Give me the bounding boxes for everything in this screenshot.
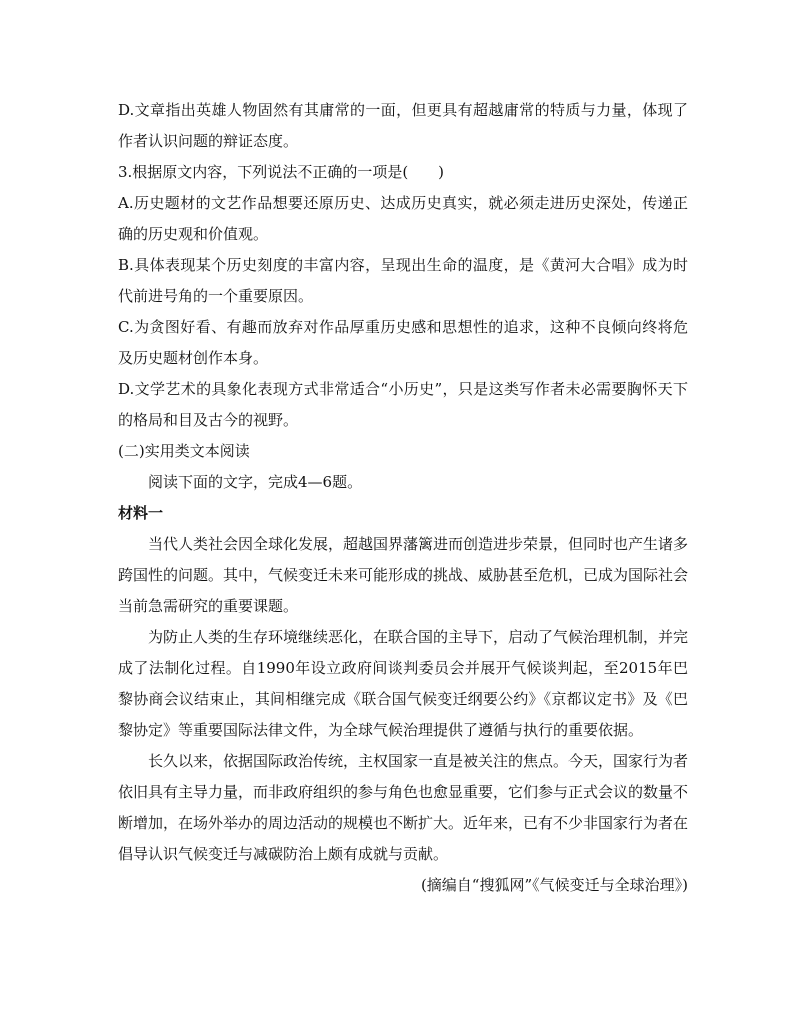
- option-3-b: B.具体表现某个历史刻度的丰富内容，呈现出生命的温度，是《黄河大合唱》成为时代前进号角的一个重要原因。: [118, 256, 688, 305]
- source-citation: (摘编自“搜狐网”《气候变迁与全球治理》): [420, 876, 688, 894]
- option-2-d: D.文章指出英雄人物固然有其庸常的一面，但更具有超越庸常的特质与力量，体现了作者认识问题的辩证态度。: [118, 101, 688, 150]
- material-paragraph-1: 当代人类社会因全球化发展，超越国界藩篱进而创造进步荣景，但同时也产生诸多跨国性的问题。其中，气候变迁未来可能形成的挑战、威胁甚至危机，已成为国际社会当前急需研究的重要课题。: [118, 535, 689, 615]
- material-paragraph-3: 长久以来，依据国际政治传统，主权国家一直是被关注的焦点。今天，国家行为者依旧具有主导力量，而非政府组织的参与角色也愈显重要，它们参与正式会议的数量不断增加，在场外举办的周边活动的规模也不断扩大。近年来，已有不少非国家行为者在倡导认识气候变迁与减碳防治上颇有成就与贡献。: [118, 752, 689, 863]
- section-title: (二)实用类文本阅读: [118, 442, 250, 460]
- document-page: [118, 95, 688, 901]
- option-3-a: A.历史题材的文艺作品想要还原历史、达成历史真实，就必须走进历史深处，传递正确的历史观和价值观。: [118, 194, 688, 243]
- reading-instruction: 阅读下面的文字，完成4—6题。: [148, 473, 363, 491]
- material-title: 材料一: [118, 504, 164, 522]
- option-3-d: D.文学艺术的具象化表现方式非常适合“小历史”，只是这类写作者未必需要胸怀天下的格局和目及古今的视野。: [118, 380, 688, 429]
- option-3-c: C.为贪图好看、有趣而放弃对作品厚重历史感和思想性的追求，这种不良倾向终将危及历史题材创作本身。: [118, 318, 688, 367]
- question-3-stem: 3.根据原文内容，下列说法不正确的一项是( ): [118, 163, 445, 181]
- material-paragraph-2: 为防止人类的生存环境继续恶化，在联合国的主导下，启动了气候治理机制，并完成了法制化过程。自1990年设立政府间谈判委员会并展开气候谈判起，至2015年巴黎协商会议结束止，其间相继完成《联合国气候变迁纲要公约》《京都议定书》及《巴黎协定》等重要国际法律文件，为全球气候治理提供了遵循与执行的重要依据。: [118, 628, 689, 739]
